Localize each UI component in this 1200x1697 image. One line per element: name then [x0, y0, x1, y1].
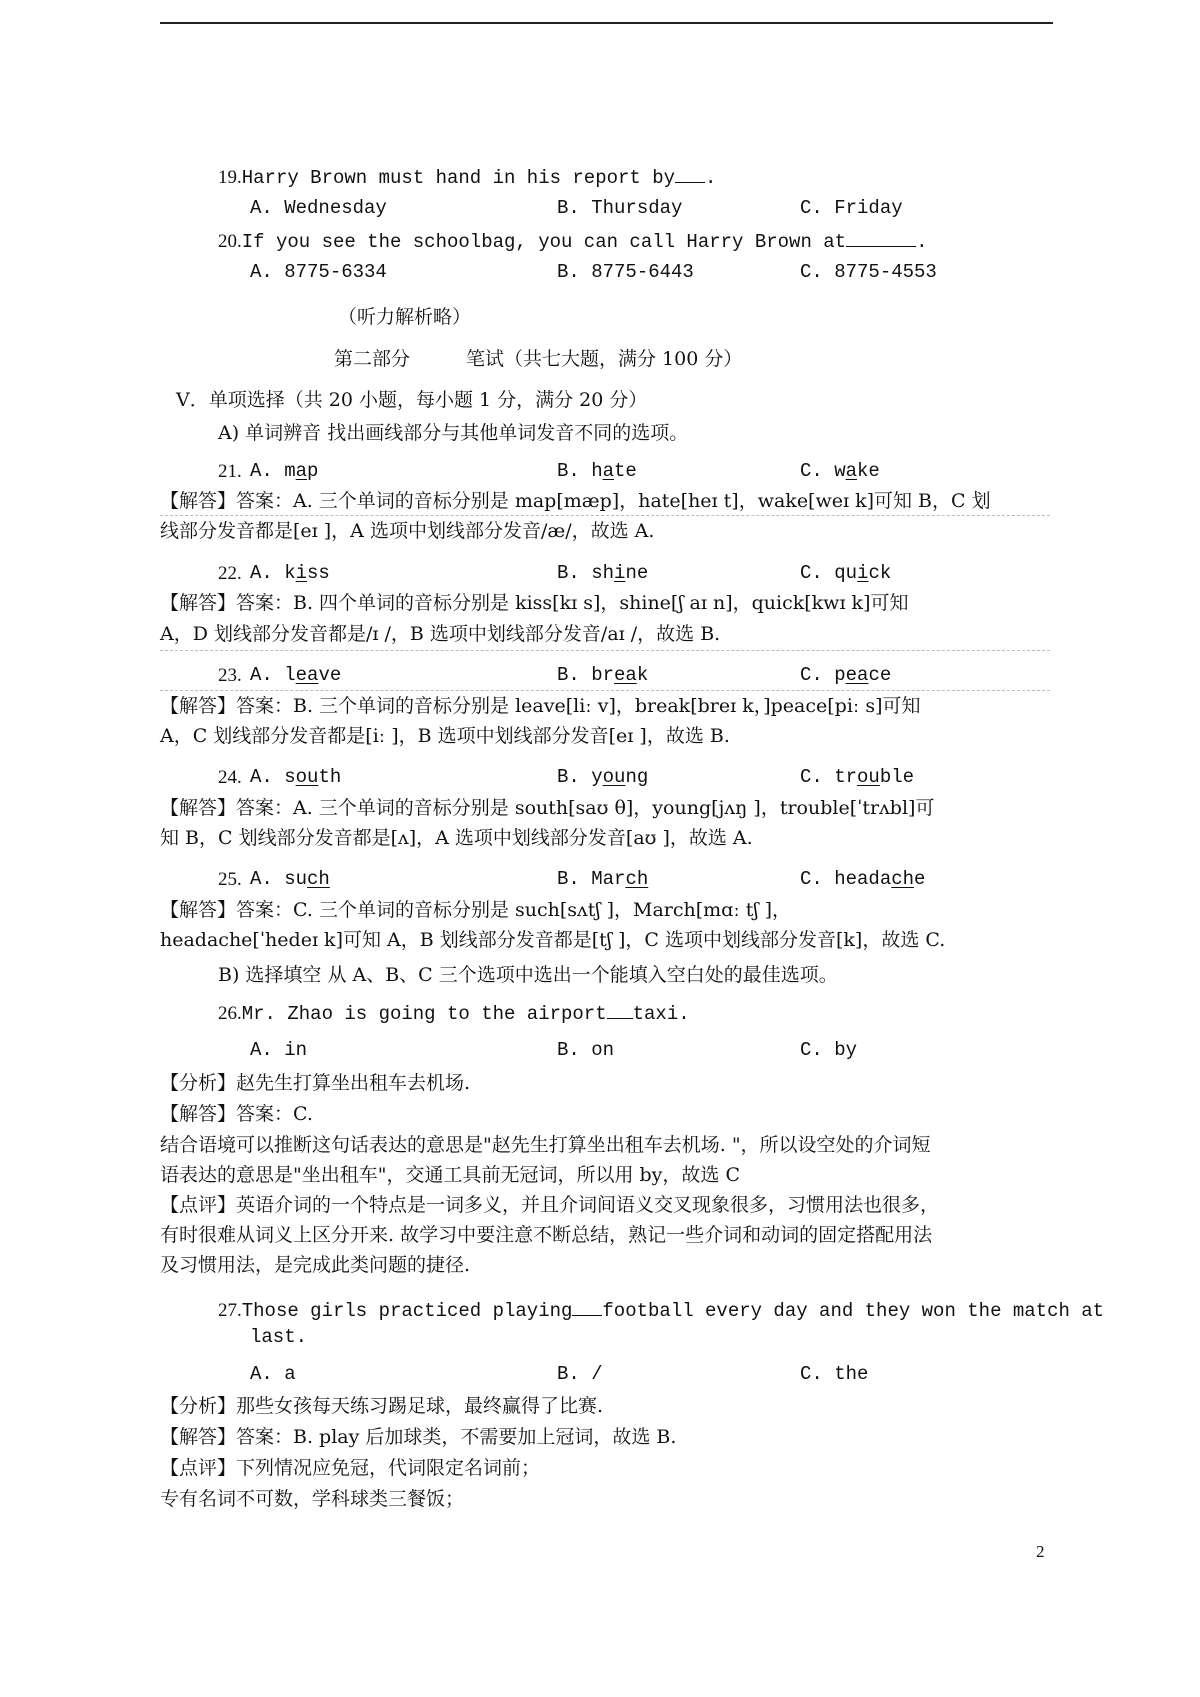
answer-26: 【解答】答案：C. — [160, 1103, 313, 1125]
word-part: heada — [834, 868, 892, 890]
question-number: 21. — [218, 461, 242, 482]
option-b — [557, 458, 637, 484]
underlined-letters: ea — [295, 664, 319, 686]
underlined-letters: ou — [295, 766, 319, 788]
option-prefix: C. — [800, 562, 835, 584]
answer-23-line1: 【解答】答案：B. 三个单词的音标分别是 leave[liː v]，break[breɪ k，]peace[piː s]可知 — [160, 695, 921, 717]
word-part: ce — [868, 664, 892, 686]
answer-blank — [572, 1297, 602, 1316]
option-prefix: B. — [557, 562, 592, 584]
underlined-letters: a — [295, 460, 308, 482]
word-part: e — [914, 868, 926, 890]
option-prefix: B. — [557, 664, 592, 686]
option-c — [800, 866, 925, 892]
word-part: y — [591, 766, 603, 788]
question-26 — [218, 1000, 690, 1027]
option-prefix: B. — [557, 460, 592, 482]
analysis-27: 【分析】那些女孩每天练习踢足球，最终赢得了比赛. — [160, 1395, 604, 1417]
word-part: br — [591, 664, 615, 686]
answer-21-line1: 【解答】答案：A. 三个单词的音标分别是 map[mæp]，hate[heɪ t]，wake[weɪ k]可知 B，C 划 — [160, 490, 991, 512]
question-text: If you see the schoolbag, you can call Harry Brown at — [241, 231, 847, 253]
question-text-end: . — [916, 231, 928, 253]
underlined-letters: ch — [891, 868, 915, 890]
word-part: k — [636, 664, 649, 686]
option-prefix: A. — [250, 460, 285, 482]
part-two-heading — [334, 346, 742, 372]
underlined-letters: a — [602, 460, 615, 482]
option-c: C. Friday — [800, 197, 903, 219]
word-part: m — [284, 460, 296, 482]
word-part: ck — [868, 562, 892, 584]
option-c — [800, 662, 891, 688]
option-a: A. a — [250, 1363, 296, 1385]
answer-24-line2: 知 B，C 划线部分发音都是[ʌ]，A 选项中划线部分发音[aʊ ]，故选 A. — [160, 827, 753, 849]
page-number: 2 — [1036, 1542, 1045, 1561]
word-part: ss — [307, 562, 330, 584]
option-b: B. Thursday — [557, 197, 683, 219]
question-25-number — [218, 866, 242, 893]
word-part: k — [284, 562, 296, 584]
word-part: su — [284, 868, 308, 890]
option-prefix: B. — [557, 766, 592, 788]
option-a — [250, 560, 330, 586]
section-five-title: Ⅴ．单项选择（共 20 小题，每小题 1 分，满分 20 分） — [176, 389, 648, 411]
answer-23-line2: A，C 划线部分发音都是[iː ]，B 选项中划线部分发音[eɪ ]，故选 B. — [160, 725, 730, 747]
comment-27-line2: 专有名词不可数，学科球类三餐饭； — [160, 1488, 465, 1510]
option-prefix: B. — [557, 868, 592, 890]
question-22-number — [218, 560, 242, 587]
question-text: Mr. Zhao is going to the airport — [241, 1003, 607, 1025]
question-27-line2: last. — [250, 1326, 308, 1348]
question-19 — [218, 164, 716, 191]
option-c — [800, 764, 914, 790]
question-20 — [218, 228, 927, 255]
word-part: s — [284, 766, 296, 788]
option-c — [800, 560, 891, 586]
option-prefix: A. — [250, 766, 285, 788]
option-a — [250, 662, 341, 688]
divider — [160, 690, 1050, 691]
answer-25-line1: 【解答】答案：C. 三个单词的音标分别是 such[sʌtʃ ]，March[mɑː tʃ ]， — [160, 899, 792, 921]
option-prefix: C. — [800, 766, 835, 788]
option-b: B. / — [557, 1363, 603, 1385]
word-part: w — [834, 460, 846, 482]
answer-27: 【解答】答案：B. play 后加球类，不需要加上冠词，故选 B. — [160, 1426, 677, 1448]
word-part: sh — [591, 562, 615, 584]
word-part: p — [307, 460, 319, 482]
option-a — [250, 458, 318, 484]
section-a-instruction: A) 单词辨音 找出画线部分与其他单词发音不同的选项。 — [218, 422, 689, 444]
question-text: Harry Brown must hand in his report by — [241, 167, 676, 189]
analysis-26: 【分析】赵先生打算坐出租车去机场. — [160, 1072, 471, 1094]
option-prefix: C. — [800, 868, 835, 890]
word-part: ne — [625, 562, 649, 584]
question-text-end: . — [705, 167, 717, 189]
option-b — [557, 866, 648, 892]
option-b — [557, 764, 648, 790]
question-text-cont: football every day and they won the match at — [602, 1300, 1105, 1322]
option-c: C. 8775-4553 — [800, 261, 937, 283]
option-a — [250, 866, 330, 892]
explanation-26-line1: 结合语境可以推断这句话表达的意思是"赵先生打算坐出租车去机场. "，所以设空处的介词短 — [160, 1134, 931, 1156]
underlined-letters: ea — [614, 664, 637, 686]
underlined-letters: a — [845, 460, 858, 482]
question-21-number — [218, 458, 242, 485]
question-number: 20. — [218, 231, 242, 252]
part-title: 笔试（共七大题，满分 100 分） — [466, 348, 743, 370]
section-b-instruction: B) 选择填空 从 A、B、C 三个选项中选出一个能填入空白处的最佳选项。 — [218, 964, 838, 986]
option-c — [800, 458, 880, 484]
question-number: 25. — [218, 869, 242, 890]
question-23-number — [218, 662, 242, 689]
option-c: C. by — [800, 1039, 858, 1061]
underlined-letters: ch — [625, 868, 649, 890]
option-a: A. Wednesday — [250, 197, 387, 219]
option-a — [250, 764, 341, 790]
underlined-letters: ea — [845, 664, 869, 686]
answer-22-line2: A，D 划线部分发音都是/ɪ /，B 选项中划线部分发音/aɪ /，故选 B. — [160, 623, 721, 645]
part-label: 第二部分 — [334, 348, 411, 370]
option-prefix: A. — [250, 664, 285, 686]
divider — [160, 650, 1050, 651]
option-prefix: A. — [250, 868, 285, 890]
underlined-letters: ou — [857, 766, 880, 788]
word-part: l — [284, 664, 296, 686]
word-part: tr — [834, 766, 858, 788]
question-24-number — [218, 764, 242, 791]
question-text: Those girls practiced playing — [241, 1300, 573, 1322]
answer-24-line1: 【解答】答案：A. 三个单词的音标分别是 south[saʊ θ]，young[jʌŋ ]，trouble[ˈtrʌbl]可 — [160, 797, 935, 819]
word-part: Mar — [591, 868, 626, 890]
question-number: 27. — [218, 1300, 242, 1321]
answer-22-line1: 【解答】答案：B. 四个单词的音标分别是 kiss[kɪ s]，shine[ʃ aɪ n]，quick[kwɪ k]可知 — [160, 592, 909, 614]
answer-21-line2: 线部分发音都是[eɪ ]，A 选项中划线部分发音/æ/，故选 A. — [160, 520, 655, 542]
question-27 — [218, 1297, 1104, 1324]
underlined-letters: i — [857, 562, 869, 584]
question-number: 26. — [218, 1003, 242, 1024]
word-part: ble — [879, 766, 915, 788]
answer-blank — [675, 164, 705, 183]
comment-27-line1: 【点评】下列情况应免冠，代词限定名词前； — [160, 1457, 541, 1479]
word-part: te — [614, 460, 637, 482]
divider — [160, 515, 1050, 516]
option-a: A. 8775-6334 — [250, 261, 387, 283]
comment-26-line1: 【点评】英语介词的一个特点是一词多义，并且介词间语义交叉现象很多，习惯用法也很多， — [160, 1194, 940, 1216]
underlined-letters: ch — [307, 868, 330, 890]
word-part: p — [834, 664, 846, 686]
option-a: A. in — [250, 1039, 308, 1061]
question-text-end: taxi. — [632, 1003, 690, 1025]
answer-blank — [846, 228, 916, 247]
answer-blank — [607, 1000, 633, 1019]
option-b: B. 8775-6443 — [557, 261, 694, 283]
word-part: ve — [318, 664, 342, 686]
word-part: qu — [834, 562, 858, 584]
underlined-letters: i — [614, 562, 626, 584]
underlined-letters: i — [295, 562, 308, 584]
option-prefix: C. — [800, 664, 835, 686]
comment-26-line3: 及习惯用法，是完成此类问题的捷径. — [160, 1254, 471, 1276]
explanation-26-line2: 语表达的意思是"坐出租车"，交通工具前无冠词，所以用 by，故选 C — [160, 1164, 740, 1186]
option-prefix: A. — [250, 562, 285, 584]
answer-25-line2: headache[ˈhedeɪ k]可知 A，B 划线部分发音都是[tʃ ]，C 选项中划线部分发音[k]，故选 C. — [160, 929, 946, 951]
question-number: 23. — [218, 665, 242, 686]
option-b: B. on — [557, 1039, 615, 1061]
question-number: 24. — [218, 767, 242, 788]
word-part: ng — [625, 766, 649, 788]
option-b — [557, 662, 648, 688]
header-rule — [160, 22, 1053, 24]
question-number: 19. — [218, 167, 242, 188]
word-part: h — [591, 460, 603, 482]
word-part: ke — [857, 460, 880, 482]
underlined-letters: ou — [602, 766, 626, 788]
option-c: C. the — [800, 1363, 869, 1385]
option-b — [557, 560, 648, 586]
comment-26-line2: 有时很难从词义上区分开来. 故学习中要注意不断总结，熟记一些介词和动词的固定搭配用法 — [160, 1224, 933, 1246]
option-prefix: C. — [800, 460, 835, 482]
question-number: 22. — [218, 563, 242, 584]
listening-note: （听力解析略） — [338, 306, 472, 328]
word-part: th — [318, 766, 342, 788]
